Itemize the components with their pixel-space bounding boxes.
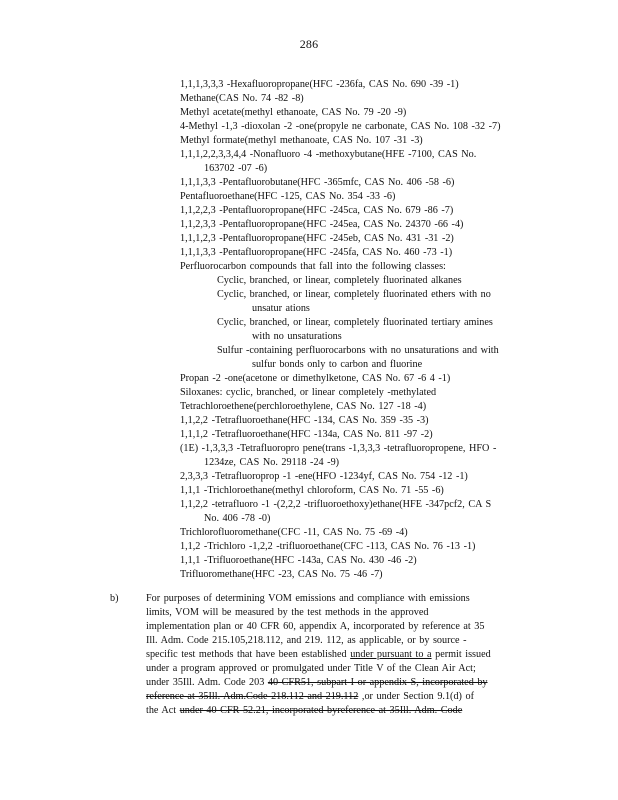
compound-entry-continuation: 1234ze, CAS No. 29118 -24 -9) — [204, 457, 340, 468]
compound-entry-continuation: with no unsaturations — [252, 331, 342, 342]
paragraph-b-body — [146, 592, 534, 718]
paragraph-b-label: b) — [110, 593, 119, 604]
paragraph-line — [146, 620, 534, 634]
compound-entry: Methyl formate(methyl methanoate, CAS No. 107 -31 -3) — [180, 135, 423, 146]
paragraph-text: implementation plan or 40 CFR 60, appendix A, incorporated by reference at 35 — [146, 621, 485, 632]
paragraph-text: ,or under Section 9.1(d) of — [358, 691, 474, 702]
compound-entry: 1,1,1,3,3,3 -Hexafluoropropane(HFC -236fa, CAS No. 690 -39 -1) — [180, 79, 459, 90]
compound-entry: 2,3,3,3 -Tetrafluoroprop -1 -ene(HFO -1234yf, CAS No. 754 -12 -1) — [180, 471, 468, 482]
paragraph-text: the Act — [146, 705, 180, 716]
paragraph-text: limits, VOM will be measured by the test methods in the approved — [146, 607, 429, 618]
compound-entry: (1E) -1,3,3,3 -Tetrafluoropro pene(trans -1,3,3,3 -tetrafluoropropene, HFO - — [180, 443, 497, 454]
compound-entry: Trifluoromethane(HFC -23, CAS No. 75 -46 -7) — [180, 569, 383, 580]
paragraph-line — [146, 634, 534, 648]
paragraph-line — [146, 704, 534, 718]
paragraph-text: specific test methods that have been established — [146, 649, 351, 660]
paragraph-text: under a program approved or promulgated under Title V of the Clean Air Act; — [146, 663, 476, 674]
paragraph-line — [146, 690, 534, 704]
paragraph-line — [146, 662, 534, 676]
compound-entry: 1,1,1,2 -Tetrafluoroethane(HFC -134a, CAS No. 811 -97 -2) — [180, 429, 433, 440]
compound-entry: Tetrachloroethene(perchloroethylene, CAS No. 127 -18 -4) — [180, 401, 427, 412]
compound-entry: 1,1,1 -Trifluoroethane(HFC -143a, CAS No. 430 -46 -2) — [180, 555, 417, 566]
paragraph-line — [146, 592, 534, 606]
compound-entry: 4-Methyl -1,3 -dioxolan -2 -one(propyle ne carbonate, CAS No. 108 -32 -7) — [180, 121, 501, 132]
compound-entry: 1,1,2,2,3 -Pentafluoropropane(HFC -245ca, CAS No. 679 -86 -7) — [180, 205, 454, 216]
compound-entry-continuation: sulfur bonds only to carbon and fluorine — [252, 359, 423, 370]
page-number: 286 — [299, 37, 319, 51]
paragraph-text: under 35Ill. Adm. Code 203 — [146, 677, 268, 688]
paragraph-line — [146, 648, 534, 662]
paragraph-line — [146, 676, 534, 690]
compound-entry-continuation: 163702 -07 -6) — [204, 163, 268, 174]
compound-entry-continuation: No. 406 -78 -0) — [204, 513, 271, 524]
struck-text: 40 CFR51, subpart I or appendix S, incorporated by — [267, 677, 488, 688]
compound-entry: Cyclic, branched, or linear, completely fluorinated ethers with no — [217, 289, 491, 300]
paragraph-line — [146, 606, 534, 620]
compound-entry: Perfluorocarbon compounds that fall into the following classes: — [180, 261, 446, 272]
compound-entry: Siloxanes: cyclic, branched, or linear completely -methylated — [180, 387, 437, 398]
compound-entry: 1,1,1,2,2,3,3,4,4 -Nonafluoro -4 -methoxybutane(HFE -7100, CAS No. — [180, 149, 477, 160]
compound-entry: 1,1,2,2 -tetrafluoro -1 -(2,2,2 -trifluoroethoxy)ethane(HFE -347pcf2, CA S — [180, 499, 492, 510]
compound-entry: Cyclic, branched, or linear, completely fluorinated tertiary amines — [217, 317, 493, 328]
paragraph-text: Ill. Adm. Code 215.105,218.112, and 219. 112, as applicable, or by source - — [146, 635, 467, 646]
compound-entry: 1,1,2 -Trichloro -1,2,2 -trifluoroethane(CFC -113, CAS No. 76 -13 -1) — [180, 541, 476, 552]
exempt-compounds-list — [180, 78, 550, 582]
struck-text: under 40 CFR 52.21, incorporated byreference at 35Ill. Adm. Code — [179, 705, 463, 716]
compound-entry-continuation: unsatur ations — [252, 303, 310, 314]
underlined-text: under pursuant to a — [350, 649, 432, 660]
compound-entry: Cyclic, branched, or linear, completely fluorinated alkanes — [217, 275, 462, 286]
compound-entry: 1,1,1,3,3 -Pentafluorobutane(HFC -365mfc, CAS No. 406 -58 -6) — [180, 177, 455, 188]
paragraph-text: permit issued — [431, 649, 491, 660]
compound-entry: Trichlorofluoromethane(CFC -11, CAS No. 75 -69 -4) — [180, 527, 408, 538]
paragraph-text: For purposes of determining VOM emissions and compliance with emissions — [146, 593, 470, 604]
compound-entry: 1,1,2,3,3 -Pentafluoropropane(HFC -245ea, CAS No. 24370 -66 -4) — [180, 219, 464, 230]
compound-entry: 1,1,2,2 -Tetrafluoroethane(HFC -134, CAS No. 359 -35 -3) — [180, 415, 429, 426]
compound-entry: 1,1,1 -Trichloroethane(methyl chloroform, CAS No. 71 -55 -6) — [180, 485, 444, 496]
compound-entry: Methane(CAS No. 74 -82 -8) — [180, 93, 304, 104]
compound-entry: Methyl acetate(methyl ethanoate, CAS No. 79 -20 -9) — [180, 107, 407, 118]
compound-entry: 1,1,1,2,3 -Pentafluoropropane(HFC -245eb, CAS No. 431 -31 -2) — [180, 233, 454, 244]
compound-entry: Sulfur -containing perfluorocarbons with no unsaturations and with — [217, 345, 499, 356]
compound-entry: 1,1,1,3,3 -Pentafluoropropane(HFC -245fa, CAS No. 460 -73 -1) — [180, 247, 453, 258]
struck-text: reference at 35Ill. Adm.Code 218.112 and 219.112 — [146, 691, 359, 702]
compound-entry: Pentafluoroethane(HFC -125, CAS No. 354 -33 -6) — [180, 191, 396, 202]
compound-entry: Propan -2 -one(acetone or dimethylketone, CAS No. 67 -6 4 -1) — [180, 373, 451, 384]
